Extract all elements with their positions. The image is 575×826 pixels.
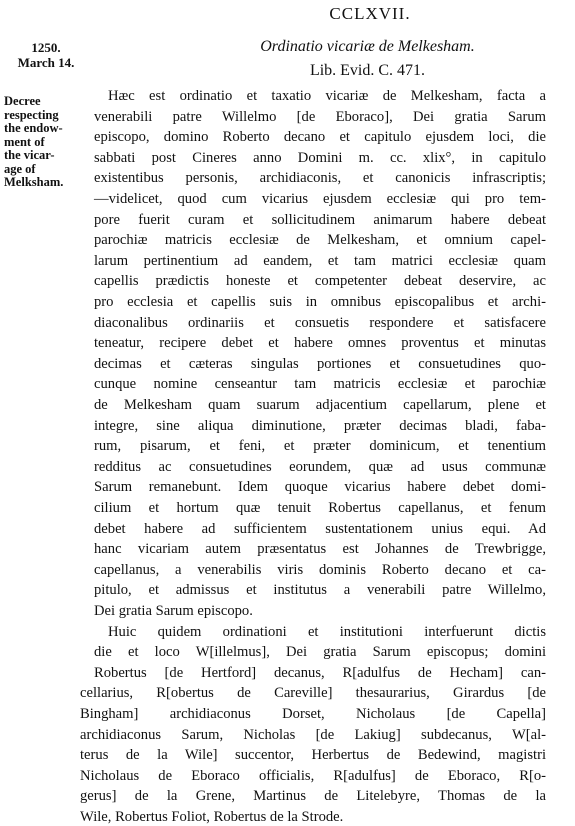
text-line: episcopo, domino Roberto decano et capitulo ejusdem loci, die [94,129,546,146]
text-line: Bingham] archidiaconus Dorset, Nicholaus [de Capella] [80,706,546,722]
date-year: 1250. [31,40,61,55]
text-line: integre, sine aliqua diminutione, præter decimas bladi, faba- [94,417,546,434]
text-line: hanc vicariam autem præsentatus est Johannes de Trewbrigge, [94,541,546,558]
text-line: venerabili patre Willelmo [de Eboraco], Dei gratia Sarum [94,108,546,125]
text-line: teneatur, recipere debet et habere omnes proventus et minutas [94,335,546,352]
margin-note-line: Melksham. [4,175,64,189]
document-number-heading: CCLXVII. [329,4,411,23]
text-line: decimas et cæteras singulas portiones et consuetudines quo- [94,355,546,372]
date-day: March 14. [17,55,75,70]
text-line: parochiæ matricis ecclesiæ de Melkesham, et omnium capel- [94,232,546,249]
text-line: archidiaconus Sarum, Nicholas [de Lakiug] subdecanus, W[al- [80,726,546,743]
text-line: capellanus, a venerabilis viris dominis Roberto decano et ca- [94,561,546,578]
text-line: pitulo, et admissus et institutus a venerabili patre Willelmo, [94,582,546,599]
margin-note-line: the vicar- [4,148,55,162]
text-line: terus de la Wile] succentor, Herbertus de Bedewind, magistri [80,747,546,764]
text-line: Nicholaus de Eboraco officialis, R[adulfus] de Eboraco, R[o- [80,767,546,784]
text-line: cunque nomine censeantur tam matricis ecclesiæ et parochiæ [94,376,546,393]
text-line: Hæc est ordinatio et taxatio vicariæ de Melkesham, facta a [108,88,546,104]
margin-note-line: the endow- [4,121,63,135]
margin-note-line: age of [4,161,36,176]
text-line: cellarius, R[obertus de Careville] thesaurarius, Girardus [de [80,685,546,702]
text-line: Robertus [de Hertford] decanus, R[adulfus de Hecham] can- [94,664,546,681]
text-line: gerus] de la Grene, Martinus de Litelebyre, Thomas de la [80,788,546,805]
text-line: diaconalibus ordinariis et consuetis respondere et satisfacere [94,314,546,331]
margin-note-line: respecting [4,107,59,122]
margin-note-line: Decree [4,94,41,108]
text-line: —videlicet, quod cum vicarius ejusdem ecclesiæ qui pro tem- [94,191,546,207]
text-line: pro ecclesia et capellis suis in omnibus episcopalibus et archi- [94,294,546,310]
text-line: Wile, Robertus Foliot, Robertus de la Strode. [80,809,344,825]
text-line: pore fuerit curam et sollicitudinem animarum habere debeat [94,211,546,228]
text-line: Huic quidem ordinationi et institutioni interfuerunt dictis [108,623,546,640]
margin-note-line: ment of [4,134,45,149]
source-reference: Lib. Evid. C. 471. [309,62,426,79]
text-line: existentibus personis, archidiaconis, et canonicis infrascriptis; [94,170,546,187]
text-line: de Melkesham quam suarum adjacentium capellarum, plene et [94,397,546,413]
text-line: capellis prædictis honeste et competenter debeat deservire, ac [94,273,546,290]
text-line: rum, pisarum, et feni, et præter dominicum, et tenentium [94,438,546,455]
text-line: sabbati post Cineres anno Domini m. cc. xlix°, in capitulo [94,149,546,166]
date-margin-note [10,40,82,70]
text-line: redditus ac consuetudines eorundem, quæ ad usus communæ [94,458,546,475]
text-line: Sarum remanebunt. Idem quoque vicarius habere debet domi- [94,479,546,496]
subject-margin-note [4,95,86,190]
document-title: Ordinatio vicariæ de Melkesham. [260,38,475,55]
text-line: cilium et hortum quæ tenuit Robertus capellanus, et fenum [94,500,546,516]
text-line: die et loco W[illelmus], Dei gratia Sarum episcopus; domini [94,644,546,661]
text-line: debet habere ad sufficientem sustentationem unius equi. Ad [94,520,546,537]
text-line: larum pertinentium ad eandem, et tam matrici ecclesiæ quam [94,252,546,269]
text-line: Dei gratia Sarum episcopo. [94,603,253,619]
